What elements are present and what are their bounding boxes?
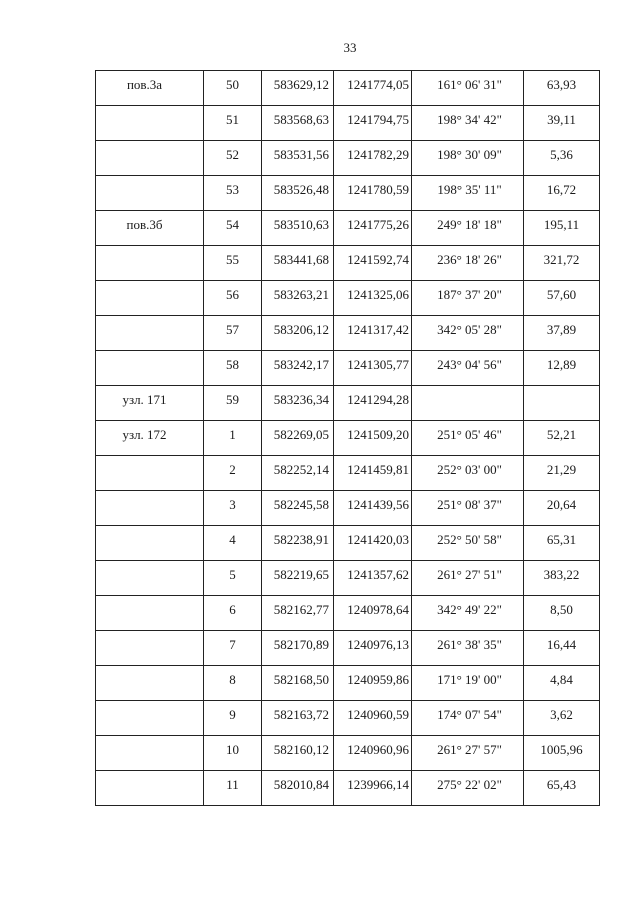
point-number-cell: 57 <box>204 316 262 351</box>
table-row <box>96 771 600 806</box>
bearing-angle-cell: 161° 06' 31" <box>412 71 524 106</box>
y-coordinate-cell: 1240959,86 <box>334 666 412 701</box>
point-number-cell: 9 <box>204 701 262 736</box>
x-coordinate-cell: 583242,17 <box>262 351 334 386</box>
x-coordinate-cell: 583568,63 <box>262 106 334 141</box>
point-number-cell: 53 <box>204 176 262 211</box>
table-row <box>96 701 600 736</box>
bearing-angle-cell: 251° 08' 37" <box>412 491 524 526</box>
bearing-angle-cell: 198° 30' 09" <box>412 141 524 176</box>
x-coordinate-cell: 582245,58 <box>262 491 334 526</box>
point-label-cell <box>96 106 204 141</box>
point-number-cell: 7 <box>204 631 262 666</box>
bearing-angle-cell <box>412 386 524 421</box>
bearing-angle-cell: 251° 05' 46" <box>412 421 524 456</box>
distance-cell: 8,50 <box>524 596 600 631</box>
table-row <box>96 106 600 141</box>
table-row <box>96 281 600 316</box>
y-coordinate-cell: 1241357,62 <box>334 561 412 596</box>
table-row <box>96 316 600 351</box>
table-row <box>96 211 600 246</box>
x-coordinate-cell: 582163,72 <box>262 701 334 736</box>
x-coordinate-cell: 582252,14 <box>262 456 334 491</box>
point-label-cell <box>96 281 204 316</box>
bearing-angle-cell: 261° 27' 51" <box>412 561 524 596</box>
point-label-cell <box>96 351 204 386</box>
point-number-cell: 52 <box>204 141 262 176</box>
x-coordinate-cell: 582170,89 <box>262 631 334 666</box>
x-coordinate-cell: 582168,50 <box>262 666 334 701</box>
point-number-cell: 58 <box>204 351 262 386</box>
point-label-cell <box>96 701 204 736</box>
y-coordinate-cell: 1241774,05 <box>334 71 412 106</box>
table-row <box>96 421 600 456</box>
distance-cell: 57,60 <box>524 281 600 316</box>
distance-cell: 5,36 <box>524 141 600 176</box>
bearing-angle-cell: 187° 37' 20" <box>412 281 524 316</box>
y-coordinate-cell: 1241305,77 <box>334 351 412 386</box>
x-coordinate-cell: 582162,77 <box>262 596 334 631</box>
y-coordinate-cell: 1240978,64 <box>334 596 412 631</box>
x-coordinate-cell: 583236,34 <box>262 386 334 421</box>
point-label-cell <box>96 596 204 631</box>
y-coordinate-cell: 1241317,42 <box>334 316 412 351</box>
x-coordinate-cell: 583531,56 <box>262 141 334 176</box>
table-row <box>96 141 600 176</box>
y-coordinate-cell: 1241294,28 <box>334 386 412 421</box>
distance-cell: 1005,96 <box>524 736 600 771</box>
x-coordinate-cell: 582010,84 <box>262 771 334 806</box>
x-coordinate-cell: 582219,65 <box>262 561 334 596</box>
table-row <box>96 736 600 771</box>
y-coordinate-cell: 1241782,29 <box>334 141 412 176</box>
distance-cell: 16,72 <box>524 176 600 211</box>
bearing-angle-cell: 198° 35' 11" <box>412 176 524 211</box>
y-coordinate-cell: 1240976,13 <box>334 631 412 666</box>
point-label-cell: пов.3а <box>96 71 204 106</box>
point-label-cell <box>96 736 204 771</box>
point-label-cell: узл. 172 <box>96 421 204 456</box>
bearing-angle-cell: 261° 27' 57" <box>412 736 524 771</box>
bearing-angle-cell: 252° 50' 58" <box>412 526 524 561</box>
bearing-angle-cell: 342° 49' 22" <box>412 596 524 631</box>
coordinates-table-body <box>96 71 600 806</box>
bearing-angle-cell: 171° 19' 00" <box>412 666 524 701</box>
distance-cell: 3,62 <box>524 701 600 736</box>
point-label-cell <box>96 491 204 526</box>
point-label-cell <box>96 666 204 701</box>
distance-cell: 195,11 <box>524 211 600 246</box>
x-coordinate-cell: 583526,48 <box>262 176 334 211</box>
x-coordinate-cell: 583206,12 <box>262 316 334 351</box>
point-number-cell: 8 <box>204 666 262 701</box>
point-number-cell: 59 <box>204 386 262 421</box>
point-number-cell: 1 <box>204 421 262 456</box>
point-label-cell <box>96 176 204 211</box>
point-number-cell: 55 <box>204 246 262 281</box>
distance-cell: 65,31 <box>524 526 600 561</box>
y-coordinate-cell: 1241775,26 <box>334 211 412 246</box>
point-number-cell: 2 <box>204 456 262 491</box>
distance-cell: 39,11 <box>524 106 600 141</box>
point-number-cell: 4 <box>204 526 262 561</box>
point-number-cell: 3 <box>204 491 262 526</box>
point-number-cell: 51 <box>204 106 262 141</box>
point-number-cell: 5 <box>204 561 262 596</box>
page-number: 33 <box>343 40 357 55</box>
point-number-cell: 50 <box>204 71 262 106</box>
bearing-angle-cell: 275° 22' 02" <box>412 771 524 806</box>
point-number-cell: 11 <box>204 771 262 806</box>
y-coordinate-cell: 1241794,75 <box>334 106 412 141</box>
point-label-cell <box>96 561 204 596</box>
x-coordinate-cell: 583510,63 <box>262 211 334 246</box>
point-label-cell <box>96 771 204 806</box>
point-number-cell: 56 <box>204 281 262 316</box>
bearing-angle-cell: 236° 18' 26" <box>412 246 524 281</box>
y-coordinate-cell: 1240960,96 <box>334 736 412 771</box>
table-row <box>96 386 600 421</box>
bearing-angle-cell: 342° 05' 28" <box>412 316 524 351</box>
y-coordinate-cell: 1241509,20 <box>334 421 412 456</box>
point-label-cell <box>96 246 204 281</box>
point-label-cell: пов.3б <box>96 211 204 246</box>
bearing-angle-cell: 252° 03' 00" <box>412 456 524 491</box>
bearing-angle-cell: 249° 18' 18" <box>412 211 524 246</box>
point-label-cell <box>96 456 204 491</box>
x-coordinate-cell: 582160,12 <box>262 736 334 771</box>
x-coordinate-cell: 583263,21 <box>262 281 334 316</box>
table-row <box>96 596 600 631</box>
point-number-cell: 10 <box>204 736 262 771</box>
y-coordinate-cell: 1241325,06 <box>334 281 412 316</box>
distance-cell: 383,22 <box>524 561 600 596</box>
bearing-angle-cell: 261° 38' 35" <box>412 631 524 666</box>
table-row <box>96 71 600 106</box>
y-coordinate-cell: 1239966,14 <box>334 771 412 806</box>
point-label-cell <box>96 631 204 666</box>
y-coordinate-cell: 1241459,81 <box>334 456 412 491</box>
point-label-cell: узл. 171 <box>96 386 204 421</box>
point-number-cell: 54 <box>204 211 262 246</box>
point-label-cell <box>96 316 204 351</box>
y-coordinate-cell: 1241780,59 <box>334 176 412 211</box>
bearing-angle-cell: 198° 34' 42" <box>412 106 524 141</box>
distance-cell <box>524 386 600 421</box>
y-coordinate-cell: 1241439,56 <box>334 491 412 526</box>
distance-cell: 63,93 <box>524 71 600 106</box>
table-row <box>96 561 600 596</box>
y-coordinate-cell: 1240960,59 <box>334 701 412 736</box>
table-row <box>96 176 600 211</box>
distance-cell: 52,21 <box>524 421 600 456</box>
table-row <box>96 666 600 701</box>
x-coordinate-cell: 582238,91 <box>262 526 334 561</box>
bearing-angle-cell: 243° 04' 56" <box>412 351 524 386</box>
distance-cell: 37,89 <box>524 316 600 351</box>
table-row <box>96 456 600 491</box>
distance-cell: 65,43 <box>524 771 600 806</box>
table-row <box>96 351 600 386</box>
distance-cell: 4,84 <box>524 666 600 701</box>
bearing-angle-cell: 174° 07' 54" <box>412 701 524 736</box>
x-coordinate-cell: 583441,68 <box>262 246 334 281</box>
table-row <box>96 246 600 281</box>
table-row <box>96 526 600 561</box>
table-row <box>96 491 600 526</box>
distance-cell: 321,72 <box>524 246 600 281</box>
x-coordinate-cell: 583629,12 <box>262 71 334 106</box>
distance-cell: 20,64 <box>524 491 600 526</box>
distance-cell: 16,44 <box>524 631 600 666</box>
distance-cell: 21,29 <box>524 456 600 491</box>
table-row <box>96 631 600 666</box>
point-label-cell <box>96 526 204 561</box>
y-coordinate-cell: 1241592,74 <box>334 246 412 281</box>
x-coordinate-cell: 582269,05 <box>262 421 334 456</box>
coordinates-table <box>95 70 600 806</box>
y-coordinate-cell: 1241420,03 <box>334 526 412 561</box>
point-number-cell: 6 <box>204 596 262 631</box>
distance-cell: 12,89 <box>524 351 600 386</box>
point-label-cell <box>96 141 204 176</box>
